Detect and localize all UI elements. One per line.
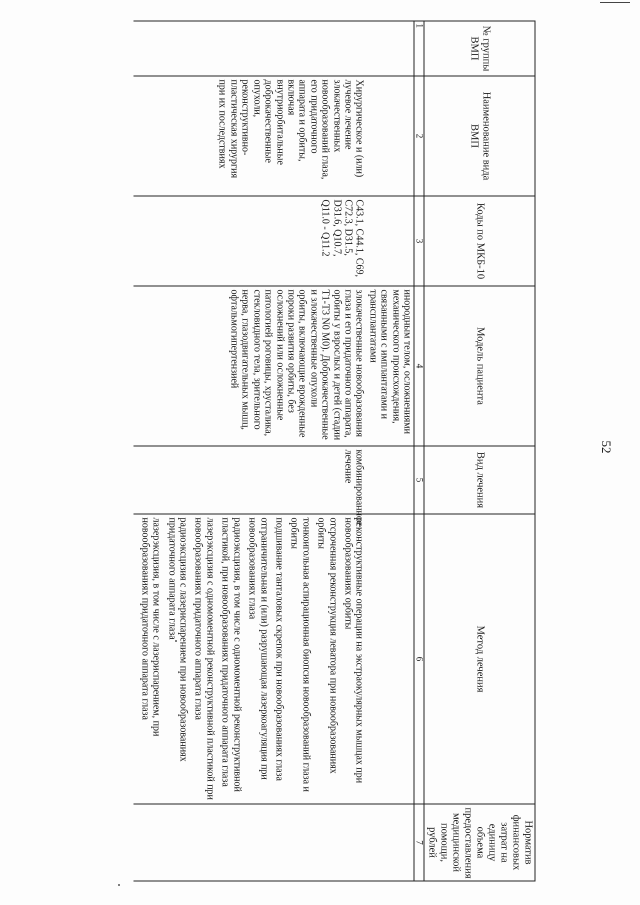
method-item: лазерэксцизия, в том числе с лазериспарением, при новообразованиях придаточного аппарата глаза xyxy=(138,517,162,736)
column-number: 1 xyxy=(414,21,424,76)
method-item: радиоэксцизия с лазериспарением при новообразованиях придаточного аппарата глаза xyxy=(165,517,189,762)
header-method: Метод лечения xyxy=(424,514,535,804)
method-item: радиоэксцизия, в том числе с одномоментной реконструктивной пластикой, при новообразованиях придаточного аппарата глаза xyxy=(219,517,242,792)
header-cost: Норматив финансовых затрат на единицу объема предоставления медицинской помощи, рублей xyxy=(424,804,535,881)
method-item: лазерэксцизия с одномоментной реконструктивной пластикой при новообразованиях придаточного аппарата глаза xyxy=(192,517,215,800)
method-item: подшивание танталовых скрепок при новообразованиях глаза xyxy=(272,517,284,781)
cell-cost xyxy=(133,804,365,881)
scan-speck xyxy=(118,884,120,886)
page-number: 52 xyxy=(599,440,614,454)
method-item: реконструктивные операции на экстраокулярных мышцах при новообразованиях орбиты xyxy=(341,517,365,783)
column-number: 7 xyxy=(414,804,424,881)
method-item: отграничительная и (или) разрушающая лазеркоагуляция при новообразованиях глаза xyxy=(246,517,269,780)
column-number: 6 xyxy=(414,514,424,804)
cell-group xyxy=(133,21,365,76)
column-number: 4 xyxy=(414,286,424,446)
column-number: 5 xyxy=(414,446,424,514)
vmp-table xyxy=(133,20,535,881)
header-patient-model: Модель пациента xyxy=(424,286,535,446)
cell-treatment-type: комбинированное лечение xyxy=(133,446,365,514)
method-item: тонкоигольная аспирационная биопсия новообразований глаза и орбиты xyxy=(288,517,311,792)
column-number-row xyxy=(414,21,424,881)
cell-methods xyxy=(133,514,365,804)
method-item: отсроченная реконструкция леватора при новообразованиях орбиты xyxy=(315,517,338,774)
header-row xyxy=(424,21,535,881)
continuation-patient-model: инородным телом, осложнениями механического происхождения, связанными с имплантатами и трансплантатами xyxy=(365,286,413,446)
header-group: № группы ВМП xyxy=(424,21,535,76)
cell-patient-model: злокачественные новообразования глаза и его придаточного аппарата, орбиты у взрослых и детей (стадии T1-T3 N0 M0). Доброкачественные и злокачественные опухоли орбиты, включающие врожденные пороки развития орбиты, без осложнений или осложненные патологией роговицы, хрусталика, стекловидного тела, зрительного нерва, глазодвигательных мышц, офтальмогипертензией xyxy=(133,286,365,446)
column-number: 2 xyxy=(414,76,424,196)
table-row xyxy=(133,21,365,881)
cell-icd-codes: C43.1, C44.1, C69, C72.3, D31.5, D31.6, Q10.7, Q11.0 - Q11.2 xyxy=(133,196,365,286)
scan-mark xyxy=(600,2,630,3)
cell-vmp-name: Хирургическое и (или) лучевое лечение злокачественных новообразований глаза, его придаточного аппарата и орбиты, включая внутриорбитальные доброкачественные опухоли, реконструктивно-пластическая хирургия при их последствиях xyxy=(133,76,365,196)
rotated-table-container xyxy=(0,20,535,880)
header-name: Наименование вида ВМП xyxy=(424,76,535,196)
header-treatment-type: Вид лечения xyxy=(424,446,535,514)
continuation-row xyxy=(365,21,413,881)
column-number: 3 xyxy=(414,196,424,286)
header-codes: Коды по МКБ-10 xyxy=(424,196,535,286)
